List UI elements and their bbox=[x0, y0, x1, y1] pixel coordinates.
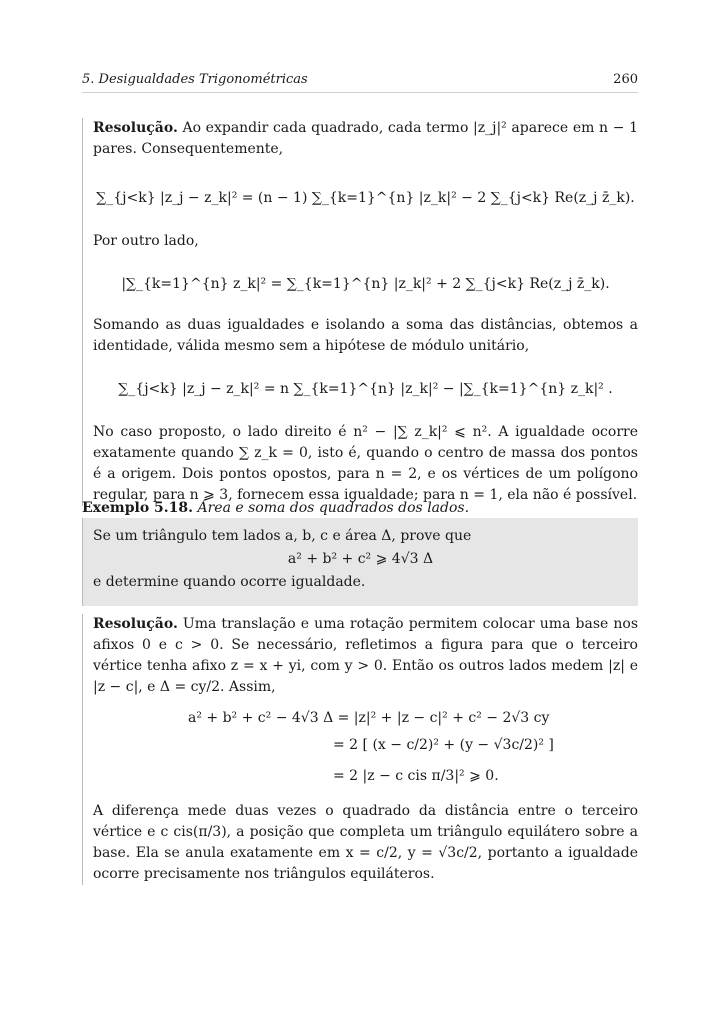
example-statement bbox=[82, 518, 638, 606]
equation-2: |∑_{k=1}^{n} z_k|² = ∑_{k=1}^{n} |z_k|² + 2 ∑_{j<k} Re(z_j z̄_k). bbox=[121, 276, 610, 292]
example-label: Exemplo 5.18. bbox=[82, 500, 194, 516]
page-header bbox=[82, 72, 638, 93]
page-number: 260 bbox=[613, 72, 638, 87]
derivation-line-3: = 2 |z − c cis π/3|² ⩾ 0. bbox=[333, 768, 499, 784]
statement-line-1: Se um triângulo tem lados a, b, c e área Δ, prove que bbox=[93, 528, 472, 544]
res1-paragraph-2: Por outro lado, bbox=[93, 233, 199, 249]
example-title: Área e soma dos quadrados dos lados. bbox=[197, 500, 470, 516]
example-heading bbox=[82, 500, 469, 516]
resolution-block-1 bbox=[82, 118, 638, 506]
res1-label: Resolução. bbox=[93, 120, 178, 136]
equation-3: ∑_{j<k} |z_j − z_k|² = n ∑_{k=1}^{n} |z_k|² − |∑_{k=1}^{n} z_k|² . bbox=[118, 381, 613, 397]
res1-paragraph-1: Resolução. Ao expandir cada quadrado, cada termo |z_j|² aparece em n − 1 pares. Consequentemente, bbox=[93, 120, 638, 157]
resolution-block-2 bbox=[82, 614, 638, 885]
res2-paragraph-1: Resolução. Uma translação e uma rotação permitem colocar uma base nos afixos 0 e c > 0. Se necessário, refletimos a figura para que o terceiro vértice tenha afixo z = x + yi, com y > 0. Então os outros lados medem |z| e |z − c|, e Δ = cy/2. Assim, bbox=[93, 616, 638, 695]
equation-1: ∑_{j<k} |z_j − z_k|² = (n − 1) ∑_{k=1}^{n} |z_k|² − 2 ∑_{j<k} Re(z_j z̄_k). bbox=[96, 190, 635, 206]
chapter-title: 5. Desigualdades Trigonométricas bbox=[82, 72, 308, 87]
derivation-line-1: a² + b² + c² − 4√3 Δ = |z|² + |z − c|² + c² − 2√3 cy bbox=[188, 710, 550, 726]
res1-paragraph-3: Somando as duas igualdades e isolando a soma das distâncias, obtemos a identidade, válida mesmo sem a hipótese de módulo unitário, bbox=[93, 317, 638, 354]
statement-formula: a² + b² + c² ⩾ 4√3 Δ bbox=[287, 551, 434, 567]
statement-line-2: e determine quando ocorre igualdade. bbox=[93, 574, 366, 590]
res1-paragraph-4: No caso proposto, o lado direito é n² − |∑ z_k|² ⩽ n². A igualdade ocorre exatamente quando ∑ z_k = 0, isto é, quando o centro de massa dos pontos é a origem. Dois pontos opostos, para n = 2, e os vértices de um polígono regular, para n ⩾ 3, fornecem essa igualdade; para n = 1, ela não é possível. bbox=[93, 424, 638, 503]
res2-paragraph-2: A diferença mede duas vezes o quadrado da distância entre o terceiro vértice e c cis(π/3), a posição que completa um triângulo equilátero sobre a base. Ela se anula exatamente em x = c/2, y = √3c/2, portanto a igualdade ocorre precisamente nos triângulos equiláteros. bbox=[93, 803, 638, 882]
derivation-line-2: = 2 [ (x − c/2)² + (y − √3c/2)² ] bbox=[333, 737, 554, 753]
res2-label: Resolução. bbox=[93, 616, 178, 632]
